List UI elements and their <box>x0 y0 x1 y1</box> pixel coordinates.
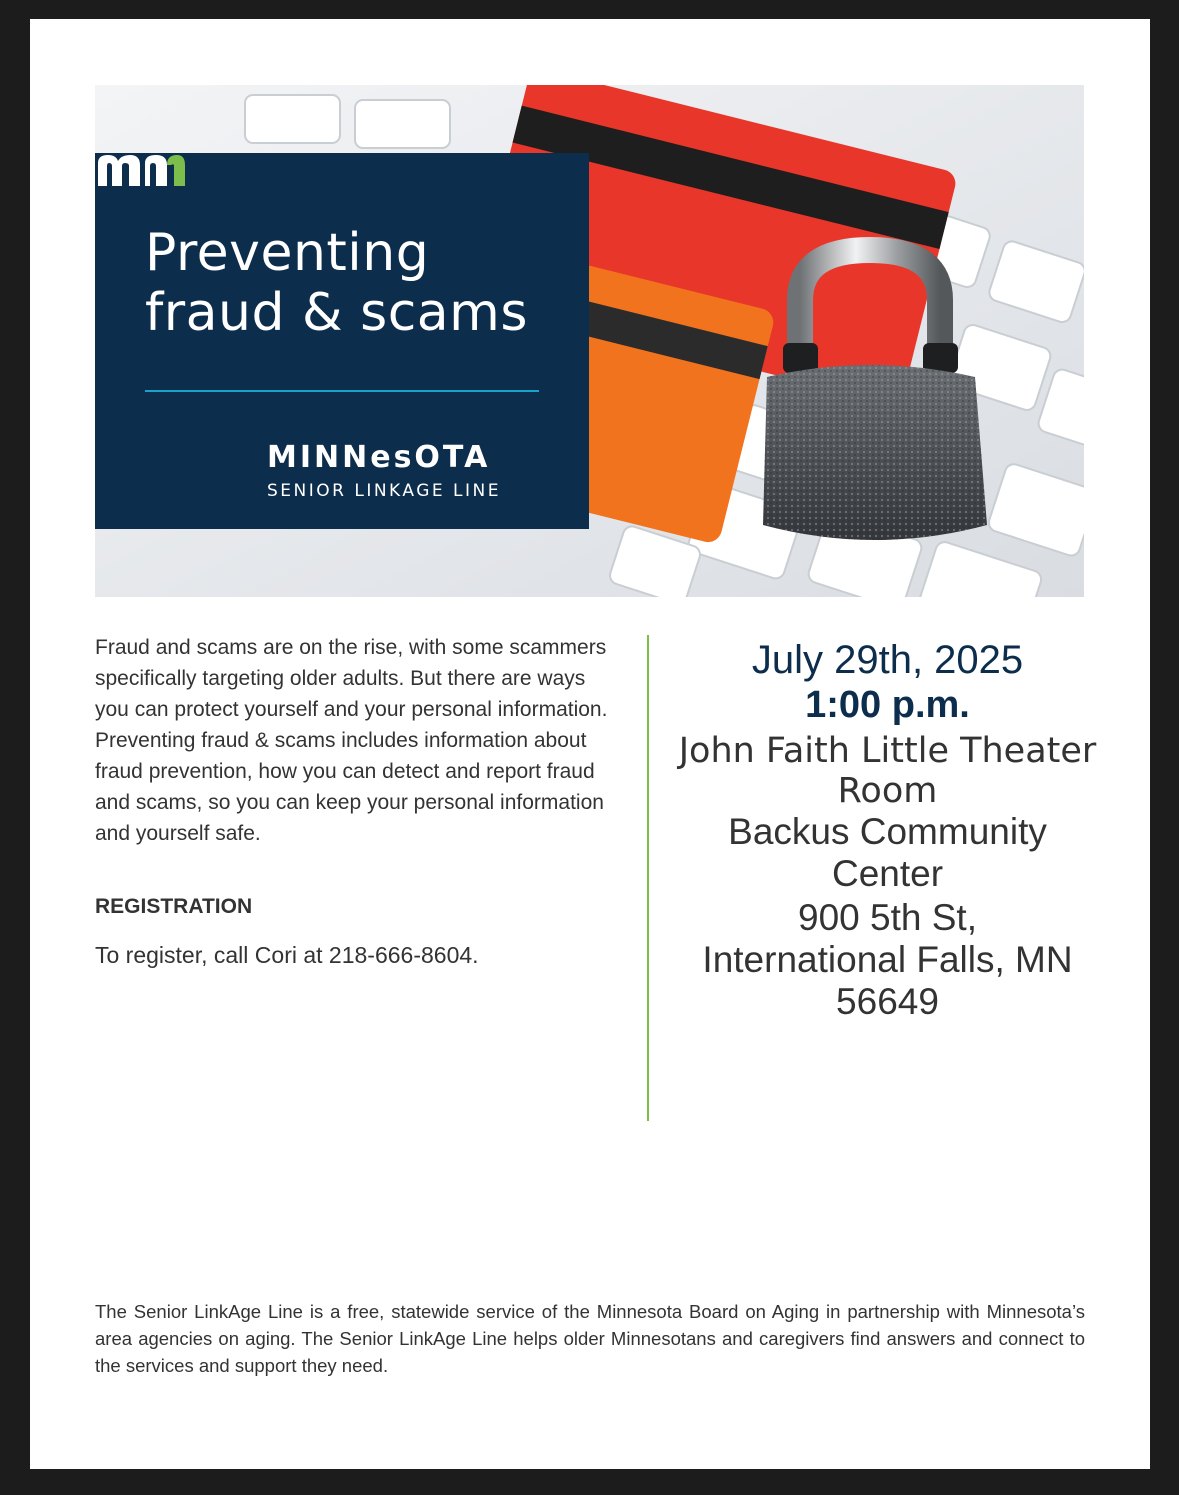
event-center-line-1: Backus Community <box>728 811 1047 852</box>
flyer-title <box>145 223 565 343</box>
event-address-line-2: International Falls, MN <box>702 939 1073 980</box>
hero-banner <box>95 85 1084 597</box>
event-address-line-1: 900 5th St, <box>798 897 977 938</box>
footer-note: The Senior LinkAge Line is a free, statewide service of the Minnesota Board on Aging in partnership with Minnesota’s area agencies on aging. The Senior LinkAge Line helps older Minnesotans and caregivers find answers and connect to the services and support they need. <box>95 1301 1085 1376</box>
event-date: July 29th, 2025 <box>751 638 1024 682</box>
event-address-line-3: 56649 <box>836 981 939 1022</box>
flyer-page <box>30 19 1150 1469</box>
registration-heading: REGISTRATION <box>95 895 253 918</box>
title-line-2: fraud & scams <box>145 283 528 343</box>
title-panel <box>95 153 589 529</box>
description-paragraph: Fraud and scams are on the rise, with some scammers specifically targeting older adults. But there are ways you can protect yourself and your personal information. Preventing fraud & scams includes information about fraud prevention, how you can detect and report fraud and scams, so you can keep your personal information and yourself safe. <box>95 636 608 845</box>
event-venue-line-2: Room <box>837 771 938 811</box>
event-center-line-2: Center <box>831 853 944 894</box>
event-time: 1:00 p.m. <box>805 684 970 726</box>
event-venue-line-1: John Faith Little Theater <box>678 731 1097 771</box>
minnesota-logo-icon <box>95 153 187 187</box>
logo-subtitle: SENIOR LINKAGE LINE <box>267 481 502 501</box>
event-details <box>670 637 1105 1023</box>
column-divider <box>647 635 649 1121</box>
title-line-1: Preventing <box>145 223 430 283</box>
registration-text: To register, call Cori at 218-666-8604. <box>95 942 479 968</box>
logo-wordmark: MINNesOTA <box>267 440 491 475</box>
title-divider <box>145 390 539 392</box>
